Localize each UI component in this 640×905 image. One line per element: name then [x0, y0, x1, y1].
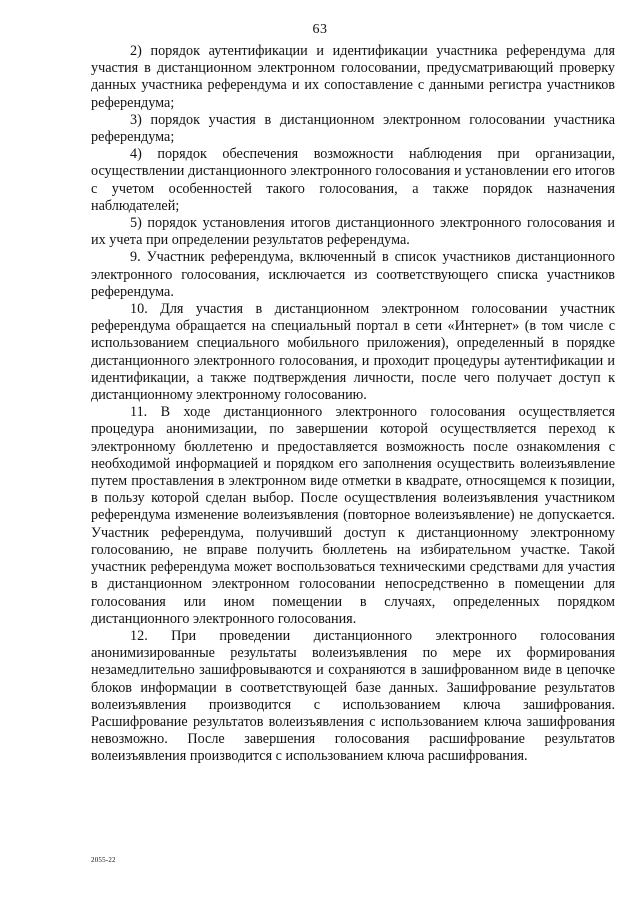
- document-code: 2055-22: [91, 856, 116, 864]
- document-body: [91, 43, 615, 766]
- paragraph-section-9: 9. Участник референдума, включенный в список участников дистанционного электронного голосования, исключается из соответствующего списка участников референдума.: [91, 249, 615, 300]
- paragraph-item-3: 3) порядок участия в дистанционном электронном голосовании участника референдума;: [91, 111, 615, 146]
- paragraph-item-5: 5) порядок установления итогов дистанционного электронного голосования и их учета при определении результатов референдума.: [91, 215, 615, 249]
- page-number: 63: [312, 22, 328, 37]
- paragraph-item-4: 4) порядок обеспечения возможности наблюдения при организации, осуществлении дистанционного электронного голосования и установлении его итогов с учетом особенностей такого голосования, а также порядок назначения наблюдателей;: [91, 146, 615, 214]
- paragraph-section-10: 10. Для участия в дистанционном электронном голосовании участник референдума обращается на специальный портал в сети «Интернет» (в том числе с использованием специального мобильного приложения), определенный в порядке дистанционного электронного голосования, и проходит процедуры аутентификации и идентификации, а также подтверждения личности, после чего получает доступ к дистанционному электронному голосованию.: [91, 301, 615, 404]
- paragraph-section-11: 11. В ходе дистанционного электронного голосования осуществляется процедура анонимизации, по завершении которой осуществляется переход к электронному бюллетеню и предоставляется возможность после ознакомления с необходимой информацией и порядком его заполнения осуществить волеизъявление путем проставления в электронном виде отметки в квадрате, относящемся к позиции, в пользу которой сделан выбор. После осуществления волеизъявления участником референдума изменение волеизъявления (повторное волеизъявление) не допускается. Участник референдума, получивший доступ к дистанционному электронному голосованию, не вправе получить бюллетень на избирательном участке. Такой участник референдума может воспользоваться техническими средствами для участия в дистанционном электронном голосовании непосредственно в помещении для голосования или ином помещении в случаях, определенных порядком дистанционного электронного голосования.: [91, 404, 615, 627]
- paragraph-section-12: 12. При проведении дистанционного электронного голосования анонимизированные результаты волеизъявления по мере их формирования незамедлительно зашифровываются и сохраняются в зашифрованном виде в цепочке блоков информации в соответствующей базе данных. Зашифрование результатов волеизъявления производится с использованием ключа зашифрования. Расшифрование результатов волеизъявления с использованием ключа зашифрования невозможно. После завершения голосования расшифрование результатов волеизъявления производится с использованием ключа расшифрования.: [91, 627, 615, 765]
- paragraph-item-2: 2) порядок аутентификации и идентификации участника референдума для участия в дистанционном электронном голосовании, предусматривающий проверку данных участника референдума и их сопоставление с данными регистра участников референдума;: [91, 43, 615, 111]
